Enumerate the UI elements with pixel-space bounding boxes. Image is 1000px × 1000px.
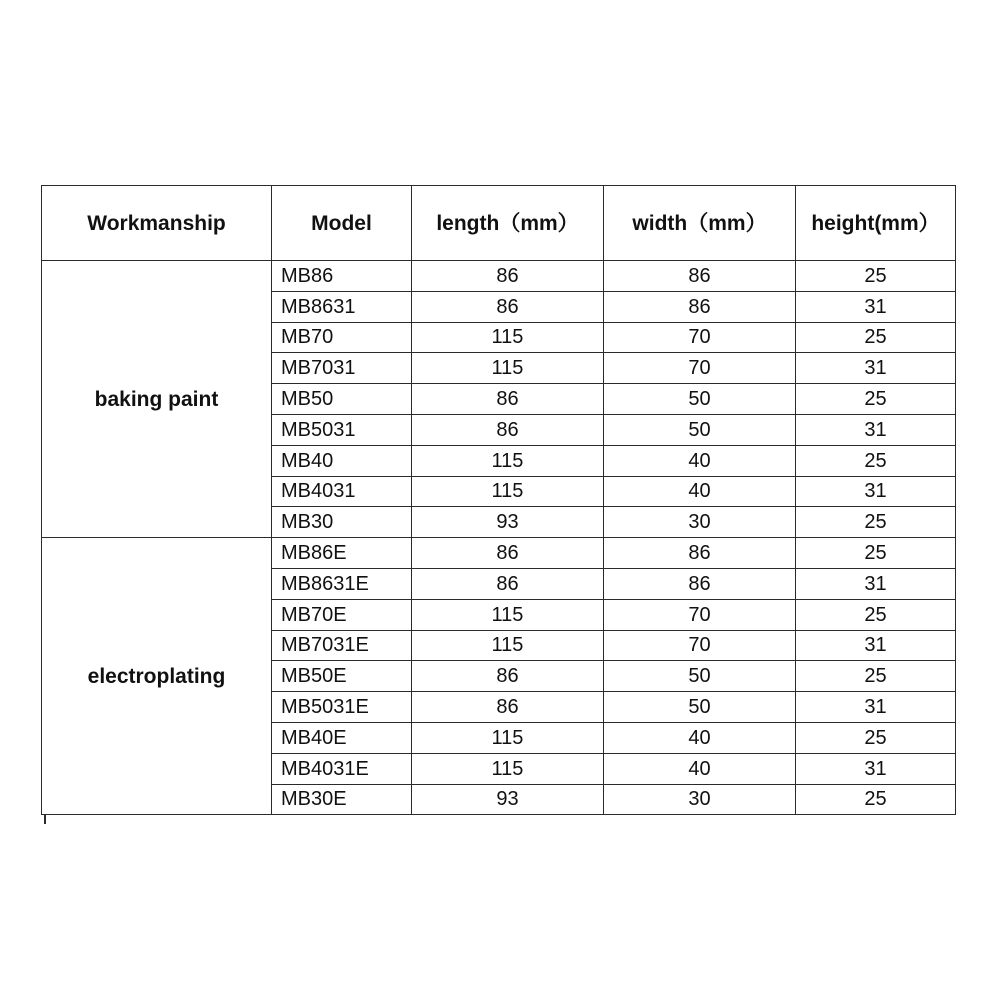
length-cell: 115 (412, 353, 604, 384)
height-cell: 25 (796, 445, 956, 476)
length-cell: 115 (412, 722, 604, 753)
length-cell: 115 (412, 599, 604, 630)
model-cell: MB5031E (272, 692, 412, 723)
model-cell: MB8631 (272, 291, 412, 322)
header-length: length（mm） (412, 186, 604, 261)
header-model: Model (272, 186, 412, 261)
length-cell: 86 (412, 568, 604, 599)
length-cell: 115 (412, 630, 604, 661)
height-cell: 31 (796, 753, 956, 784)
width-cell: 86 (604, 291, 796, 322)
table-row (42, 261, 956, 292)
width-cell: 70 (604, 322, 796, 353)
width-cell: 50 (604, 384, 796, 415)
model-cell: MB70E (272, 599, 412, 630)
height-cell: 25 (796, 661, 956, 692)
height-cell: 25 (796, 384, 956, 415)
header-row (42, 186, 956, 261)
height-cell: 25 (796, 322, 956, 353)
height-cell: 31 (796, 353, 956, 384)
table-body (42, 261, 956, 815)
header-workmanship: Workmanship (42, 186, 272, 261)
height-cell: 25 (796, 722, 956, 753)
width-cell: 70 (604, 630, 796, 661)
width-cell: 86 (604, 568, 796, 599)
length-cell: 86 (412, 538, 604, 569)
model-cell: MB4031E (272, 753, 412, 784)
height-cell: 31 (796, 630, 956, 661)
width-cell: 70 (604, 599, 796, 630)
length-cell: 86 (412, 261, 604, 292)
length-cell: 86 (412, 661, 604, 692)
model-cell: MB50E (272, 661, 412, 692)
height-cell: 25 (796, 538, 956, 569)
spec-table (41, 185, 956, 815)
length-cell: 86 (412, 291, 604, 322)
model-cell: MB8631E (272, 568, 412, 599)
width-cell: 40 (604, 753, 796, 784)
height-cell: 25 (796, 507, 956, 538)
model-cell: MB40E (272, 722, 412, 753)
height-cell: 25 (796, 261, 956, 292)
model-cell: MB50 (272, 384, 412, 415)
model-cell: MB30 (272, 507, 412, 538)
model-cell: MB4031 (272, 476, 412, 507)
width-cell: 30 (604, 507, 796, 538)
table-header (42, 186, 956, 261)
width-cell: 40 (604, 445, 796, 476)
height-cell: 31 (796, 692, 956, 723)
length-cell: 93 (412, 507, 604, 538)
edge-tick (44, 815, 46, 824)
model-cell: MB5031 (272, 414, 412, 445)
length-cell: 115 (412, 445, 604, 476)
width-cell: 50 (604, 661, 796, 692)
width-cell: 70 (604, 353, 796, 384)
width-cell: 40 (604, 476, 796, 507)
width-cell: 40 (604, 722, 796, 753)
length-cell: 115 (412, 476, 604, 507)
length-cell: 115 (412, 753, 604, 784)
height-cell: 31 (796, 568, 956, 599)
header-height: height(mm） (796, 186, 956, 261)
height-cell: 31 (796, 476, 956, 507)
model-cell: MB7031 (272, 353, 412, 384)
width-cell: 50 (604, 414, 796, 445)
workmanship-cell: electroplating (42, 538, 272, 815)
width-cell: 50 (604, 692, 796, 723)
model-cell: MB40 (272, 445, 412, 476)
width-cell: 30 (604, 784, 796, 815)
height-cell: 25 (796, 784, 956, 815)
model-cell: MB86 (272, 261, 412, 292)
workmanship-cell: baking paint (42, 261, 272, 538)
model-cell: MB70 (272, 322, 412, 353)
width-cell: 86 (604, 261, 796, 292)
length-cell: 86 (412, 384, 604, 415)
table-row (42, 538, 956, 569)
header-width: width（mm） (604, 186, 796, 261)
height-cell: 31 (796, 291, 956, 322)
length-cell: 86 (412, 692, 604, 723)
length-cell: 115 (412, 322, 604, 353)
model-cell: MB30E (272, 784, 412, 815)
length-cell: 93 (412, 784, 604, 815)
model-cell: MB7031E (272, 630, 412, 661)
height-cell: 31 (796, 414, 956, 445)
width-cell: 86 (604, 538, 796, 569)
length-cell: 86 (412, 414, 604, 445)
height-cell: 25 (796, 599, 956, 630)
model-cell: MB86E (272, 538, 412, 569)
